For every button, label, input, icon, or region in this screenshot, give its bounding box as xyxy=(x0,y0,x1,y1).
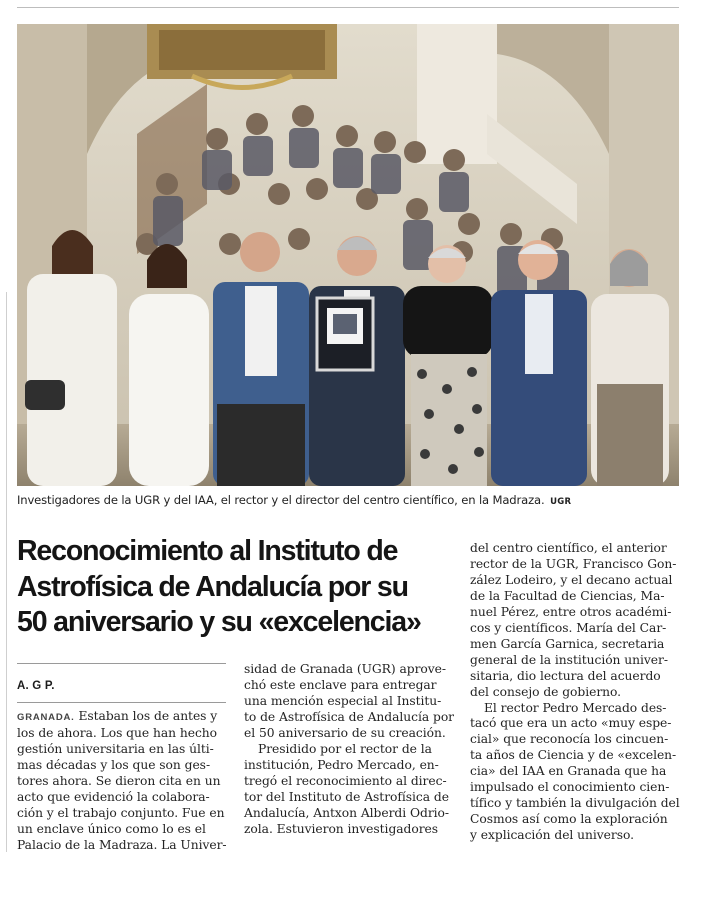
text-line: zález Lodeiro, y el decano actual xyxy=(470,572,673,587)
text-line: Andalucía, Antxon Alberdi Odrio- xyxy=(244,805,450,820)
text-line: tífico y también la divulgación del xyxy=(470,796,680,811)
photo-caption xyxy=(17,493,679,507)
text-line: chó este enclave para entregar xyxy=(244,677,437,692)
text-line: rector de la UGR, Francisco Gon- xyxy=(470,556,677,571)
top-rule xyxy=(17,7,679,8)
text-line: de la Facultad de Ciencias, Ma- xyxy=(470,588,665,603)
text-line: tor del Instituto de Astrofísica de xyxy=(244,789,449,804)
text-line: sidad de Granada (UGR) aprove- xyxy=(244,662,446,676)
photo-credit: UGR xyxy=(550,497,572,507)
article-column-1 xyxy=(17,709,228,854)
text-line: men García Garnica, secretaria xyxy=(470,636,665,651)
text-line: un enclave único como lo es el xyxy=(17,821,206,836)
text-line: Presidido por el rector de la xyxy=(258,741,432,756)
byline: A. G P. xyxy=(17,680,55,692)
headline-line: 50 aniversario y su «excelencia» xyxy=(17,606,421,638)
text-line: institución, Pedro Mercado, en- xyxy=(244,757,439,772)
caption-text: Investigadores de la UGR y del IAA, el rector y el director del centro científico, en la Madraza. xyxy=(17,493,545,507)
text-line: cia» del IAA en Granada que ha xyxy=(470,764,667,779)
byline-top-rule xyxy=(17,663,226,664)
text-line: cial» que reconocía los cincuen- xyxy=(470,732,669,747)
text-line: ta años de Ciencia y de «excelen- xyxy=(470,748,677,763)
text-line: Palacio de la Madraza. La Univer- xyxy=(17,837,227,852)
text-line: cos y científicos. María del Car- xyxy=(470,620,667,635)
text-line-fragment: Estaban los de antes y xyxy=(74,709,218,723)
text-line: el 50 aniversario de su creación. xyxy=(244,725,446,740)
article-column-3 xyxy=(470,541,682,844)
text-line: los de ahora. Los que han hecho xyxy=(17,725,217,740)
text-line: y explicación del universo. xyxy=(470,828,634,843)
margin-rule xyxy=(6,292,7,852)
text-line: general de la institución univer- xyxy=(470,652,668,667)
article-column-2 xyxy=(244,662,456,837)
text-line: del consejo de gobierno. xyxy=(470,684,622,699)
text-line: tacó que era un acto «muy espe- xyxy=(470,716,672,731)
text-line: mas décadas y los que son ges- xyxy=(17,757,211,772)
byline-rule xyxy=(17,702,226,703)
text-line: acto que evidenció la colabora- xyxy=(17,789,210,804)
dateline-location: GRANADA. xyxy=(17,712,75,723)
text-line: una mención especial al Institu- xyxy=(244,693,442,708)
group-photo-illustration xyxy=(17,24,679,486)
headline xyxy=(17,534,459,641)
text-line: El rector Pedro Mercado des- xyxy=(484,700,667,715)
text-line: zola. Estuvieron investigadores xyxy=(244,821,439,836)
text-line: ción y el trabajo conjunto. Fue en xyxy=(17,805,225,820)
text-line: gestión universitaria en las últi- xyxy=(17,741,214,756)
text-line: Cosmos así como la exploración xyxy=(470,812,668,827)
text-line: tregó el reconocimiento al direc- xyxy=(244,773,447,788)
text-line: nuel Pérez, entre otros académi- xyxy=(470,604,672,619)
text-line: to de Astrofísica de Andalucía por xyxy=(244,709,455,724)
text-line xyxy=(17,709,228,726)
text-line: sitaria, dio lectura del acuerdo xyxy=(470,668,661,683)
text-line: tores ahora. Se dieron cita en un xyxy=(17,773,221,788)
headline-line: Astrofísica de Andalucía por su xyxy=(17,570,408,603)
headline-line: Reconocimiento al Instituto de xyxy=(17,535,398,567)
text-line: impulsado el conocimiento cien- xyxy=(470,780,670,795)
text-line: del centro científico, el anterior xyxy=(470,541,667,555)
group-photo xyxy=(17,24,679,486)
